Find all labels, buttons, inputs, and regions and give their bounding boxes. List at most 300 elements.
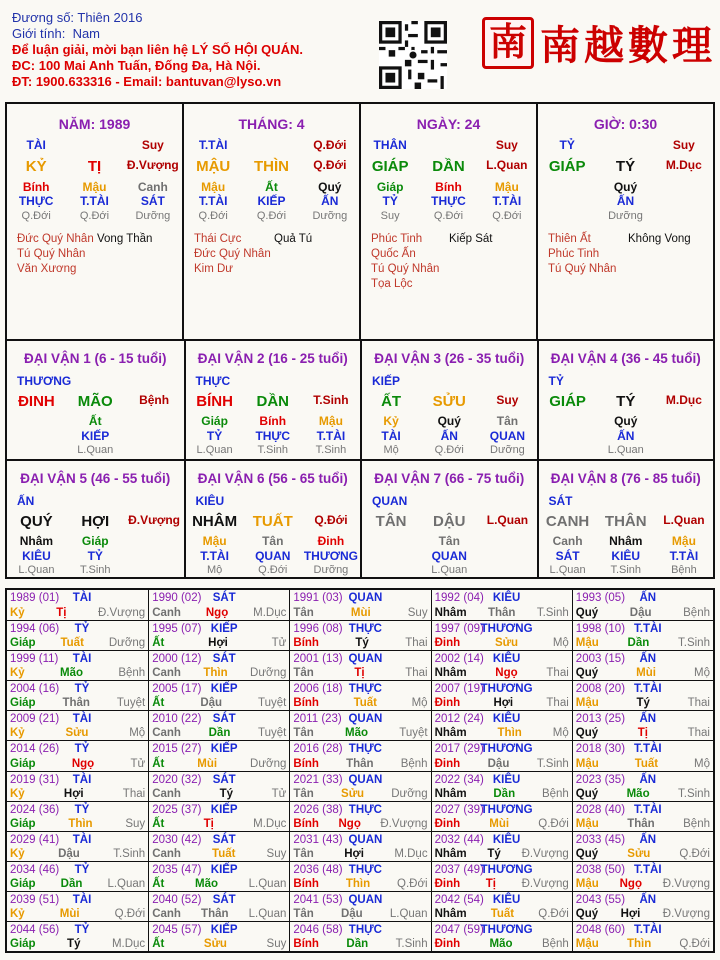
pillar-star: Đức Quý Nhân	[194, 248, 271, 260]
year-label: 2017 (29)	[434, 743, 484, 756]
year-state: Q.Đới	[679, 847, 710, 860]
dai-van-title: ĐẠI VẬN 2 (16 - 25 tuổi)	[197, 351, 348, 366]
pillar-branch: TÝ	[615, 158, 636, 175]
year-stem: Đinh	[434, 697, 461, 710]
year-stem: Quý	[575, 727, 599, 740]
dai-van-state: Suy	[496, 393, 519, 407]
year-god: ẤN	[639, 833, 657, 846]
pillar-hidden-state: Q.Đới	[198, 210, 228, 222]
year-god: ẤN	[639, 713, 657, 726]
year-stem: Canh	[152, 907, 181, 920]
year-branch: Mão	[60, 667, 84, 680]
year-pillar-row	[10, 758, 145, 770]
brand-title: 南越數理	[540, 22, 716, 69]
year-pillar-row	[576, 848, 710, 860]
pillar-hidden-state: Dưỡng	[135, 210, 171, 222]
dai-van-branch: DẦN	[256, 393, 289, 410]
pillar-hidden-state: Q.Đới	[21, 210, 51, 222]
four-pillars-panel	[5, 102, 715, 341]
year-stem: Mậu	[575, 817, 599, 830]
dai-van-hidden-god	[362, 549, 420, 563]
year-branch: Tý	[355, 637, 369, 650]
year-state: M.Dục	[253, 607, 287, 620]
pillar-hidden-state-row	[361, 210, 536, 222]
year-state: Bệnh	[400, 757, 428, 770]
year-god: ẤN	[639, 653, 657, 666]
year-branch: Thìn	[68, 817, 93, 830]
contact-line-1: Để luận giải, mời bạn liên hệ LÝ SỐ HỘI QUÁN.	[12, 42, 303, 57]
contact-line-3[interactable]: ĐT: 1900.633316 - Email: bantuvan@lyso.vn	[12, 74, 282, 89]
year-state: Thai	[687, 697, 710, 710]
dai-van-hidden-stem: Nhâm	[19, 534, 54, 548]
dai-van-hidden-stem: Mậu	[318, 414, 343, 428]
year-branch: Tị	[203, 817, 214, 830]
dai-van-hidden-state: Mộ	[206, 564, 223, 576]
dai-van-hidden-stem	[655, 414, 713, 428]
year-stem: Mậu	[575, 757, 599, 770]
year-cell	[431, 710, 572, 740]
year-cell	[572, 921, 713, 951]
year-god: KIÊU	[492, 653, 521, 666]
year-cell	[289, 801, 430, 831]
year-state: Suy	[266, 847, 287, 860]
year-cell	[289, 620, 430, 650]
dai-van-hidden-stem: Quý	[437, 414, 461, 428]
dai-van-hidden-god	[539, 429, 597, 443]
year-stem: Ất	[152, 938, 165, 950]
pillar-star: Kim Dư	[194, 263, 234, 275]
year-stem: Mậu	[575, 637, 599, 650]
pillar-star: Tú Quý Nhân	[17, 248, 86, 260]
year-branch: Mão	[345, 727, 369, 740]
year-branch: Tị	[56, 607, 67, 620]
year-god: TỶ	[74, 803, 90, 816]
dai-van-god: TỶ	[548, 374, 564, 388]
year-god: QUAN	[348, 773, 383, 786]
year-god: TỶ	[74, 683, 90, 696]
pillar-hidden-state: Q.Đới	[256, 210, 287, 222]
year-god: KIÊU	[492, 592, 521, 604]
dai-van-hidden-stem: Đinh	[317, 534, 345, 548]
year-cell	[289, 861, 430, 891]
pillar-hidden-god: TỶ	[382, 194, 398, 208]
year-stem: Quý	[575, 787, 599, 800]
year-branch: Sửu	[65, 727, 89, 740]
dai-van-hidden-stem	[7, 414, 66, 428]
year-label: 1997 (09)	[434, 623, 484, 636]
year-branch: Sửu	[341, 787, 365, 800]
year-branch: Sửu	[627, 847, 651, 860]
year-god: TÀI	[72, 893, 92, 906]
pillar-hidden-stem: Bính	[22, 180, 50, 194]
pillar-hidden-stem: Ất	[265, 180, 278, 194]
dai-van-branch: MÃO	[77, 393, 113, 410]
dai-van-main-row	[7, 393, 184, 410]
year-stem: Canh	[152, 667, 181, 680]
year-state: T.Sinh	[678, 637, 710, 650]
pillar-hidden-god: ẤN	[321, 194, 339, 208]
dai-van-hidden-state: T.Sinh	[257, 444, 289, 456]
dai-van-hidden-god: ẤN	[617, 429, 635, 443]
dai-van-hidden-state-row	[539, 444, 714, 456]
year-cell	[572, 680, 713, 710]
year-god: TỶ	[74, 743, 90, 756]
year-cell	[148, 891, 289, 921]
year-state: Tuyệt	[258, 697, 287, 710]
year-branch: Thân	[62, 697, 90, 710]
year-pillar-row	[576, 908, 710, 920]
dai-van-hidden-god-row	[539, 429, 714, 443]
dai-van-hidden-god-row	[362, 429, 537, 443]
pillar-star: Thái Cực	[194, 233, 242, 245]
year-cell	[431, 921, 572, 951]
year-stem: Bính	[293, 817, 319, 830]
year-cell	[7, 620, 148, 650]
year-state: Bệnh	[683, 817, 710, 830]
year-label: 2010 (22)	[152, 713, 202, 726]
year-state: Đ.Vượng	[521, 847, 569, 860]
year-cell	[7, 801, 148, 831]
year-god: THƯƠNG	[480, 623, 533, 636]
year-label: 2009 (21)	[10, 713, 60, 726]
pillar-hidden-stem	[655, 180, 713, 194]
pillar-star: Quả Tú	[274, 233, 313, 245]
year-stem: Bính	[293, 877, 319, 890]
year-label: 1989 (01)	[10, 592, 60, 604]
year-state: Q.Đới	[538, 907, 569, 920]
pillar-top-god: T.TÀI	[198, 138, 228, 152]
year-cell	[148, 740, 289, 770]
dai-van-hidden-god: T.TÀI	[200, 549, 229, 563]
dai-van-hidden-state	[478, 564, 536, 576]
pillar-hidden-row	[361, 180, 536, 194]
year-stem: Tân	[293, 787, 314, 800]
dai-van-hidden-state: T.Sinh	[315, 444, 347, 456]
gioi-tinh-label: Giới tính:	[12, 26, 66, 41]
year-label: 2012 (24)	[434, 713, 484, 726]
year-branch: Ngọ	[495, 667, 518, 680]
year-god: ẤN	[639, 773, 657, 786]
year-cell	[431, 861, 572, 891]
year-state: Mộ	[693, 667, 710, 680]
year-god: T.TÀI	[634, 623, 662, 636]
dai-van-hidden-god: QUAN	[489, 429, 526, 443]
year-state: Tuyệt	[399, 727, 428, 740]
dai-van-hidden-god: TÀI	[381, 429, 401, 443]
year-pillar-row	[152, 938, 286, 950]
dai-van-title: ĐẠI VẬN 3 (26 - 35 tuổi)	[374, 351, 525, 366]
year-state: Tuyệt	[116, 697, 146, 710]
year-branch: Tuất	[60, 637, 84, 650]
pillar-top-god: THÂN	[373, 138, 407, 152]
year-pillar-row	[10, 848, 145, 860]
dai-van-stem: ĐINH	[18, 393, 55, 410]
year-label: 2018 (30)	[575, 743, 626, 756]
pillar-stem: GIÁP	[548, 158, 586, 175]
year-pillar-row	[293, 878, 427, 890]
dai-van-hidden-state-row	[186, 564, 361, 576]
pillar-branch-state: Q.Đới	[313, 158, 347, 172]
dai-van-hidden-stem: Bính	[259, 414, 287, 428]
dai-van-cell-5	[7, 459, 184, 577]
year-pillar-row	[576, 667, 710, 679]
year-stem: Tân	[293, 727, 314, 740]
dai-van-cell-4	[537, 341, 714, 459]
year-pillar-row	[435, 637, 569, 649]
year-label: 2034 (46)	[10, 863, 60, 876]
dai-van-hidden-state: L.Quan	[196, 444, 233, 456]
year-label: 1991 (03)	[293, 592, 343, 604]
dai-van-hidden-stem: Nhâm	[609, 534, 643, 548]
dai-van-stem: TÂN	[375, 513, 407, 530]
year-pillar-row	[152, 818, 286, 830]
year-branch: Thìn	[203, 667, 228, 680]
year-pillar-row	[435, 908, 569, 920]
year-cell	[572, 740, 713, 770]
year-god: THỰC	[348, 683, 382, 696]
year-cell	[148, 801, 289, 831]
year-pillar-row	[576, 727, 710, 739]
year-state: L.Quan	[248, 907, 287, 920]
year-cell	[148, 831, 289, 861]
pillar-hidden-god: THỰC	[431, 194, 466, 208]
year-cell	[431, 771, 572, 801]
year-label: 2013 (25)	[575, 713, 626, 726]
year-state: Thai	[546, 667, 569, 680]
dai-van-hidden-stem: Canh	[552, 534, 583, 548]
year-label: 2036 (48)	[293, 863, 343, 876]
year-pillar-row	[293, 637, 427, 649]
year-stem: Nhâm	[434, 607, 467, 620]
year-cell	[148, 590, 289, 620]
dai-van-hidden-state-row	[362, 444, 537, 456]
year-branch: Mùi	[350, 607, 371, 620]
year-cell	[7, 680, 148, 710]
dai-van-cell-3	[360, 341, 537, 459]
dai-van-god: THỰC	[195, 374, 231, 388]
year-cell	[148, 861, 289, 891]
dai-van-hidden-god: QUAN	[431, 549, 467, 563]
year-cell	[431, 680, 572, 710]
pillar-hidden-god: ẤN	[616, 194, 635, 208]
year-label: 1994 (06)	[10, 623, 60, 636]
dai-van-hidden-state: T.Sinh	[79, 564, 111, 576]
year-label: 1998 (10)	[575, 623, 626, 636]
year-state: Mộ	[129, 727, 146, 740]
year-god: THỰC	[348, 863, 382, 876]
year-stem: Tân	[293, 607, 314, 620]
dai-van-hidden-god	[125, 429, 184, 443]
year-label: 2023 (35)	[575, 773, 626, 786]
year-branch: Dần	[346, 938, 369, 950]
year-label: 2031 (43)	[293, 833, 343, 846]
year-cell	[7, 891, 148, 921]
year-pillar-row	[293, 788, 427, 800]
dai-van-hidden-stem: Kỷ	[383, 414, 399, 428]
year-branch: Mão	[489, 938, 513, 950]
dai-van-hidden-god: KIÊU	[611, 549, 641, 563]
year-pillar-row	[10, 697, 145, 709]
year-label: 2047 (59)	[434, 923, 484, 936]
year-cell	[572, 801, 713, 831]
year-pillar-row	[10, 727, 145, 739]
dai-van-title: ĐẠI VẬN 5 (46 - 55 tuổi)	[20, 471, 171, 486]
year-state: T.Sinh	[536, 607, 569, 620]
year-pillar-row	[152, 878, 286, 890]
dai-van-main-row	[186, 513, 361, 530]
year-stem: Kỷ	[10, 847, 25, 860]
dai-van-stem: NHÂM	[192, 513, 238, 530]
pillar-title: NĂM: 1989	[58, 116, 131, 132]
year-stem: Kỷ	[10, 787, 25, 800]
pillar-hidden-god	[538, 194, 596, 208]
year-cell	[572, 590, 713, 620]
year-branch: Dậu	[58, 847, 80, 860]
pillar-main-row	[184, 158, 359, 175]
year-god: SÁT	[212, 653, 236, 666]
year-cell	[431, 831, 572, 861]
year-cell	[572, 831, 713, 861]
year-god: KIẾP	[210, 683, 238, 696]
dai-van-hidden-state: L.Quan	[431, 564, 468, 576]
dai-van-branch: DẬU	[433, 513, 466, 530]
year-state: Đ.Vượng	[97, 607, 146, 620]
year-pillar-row	[576, 818, 710, 830]
year-state: Q.Đới	[679, 938, 710, 950]
year-cell	[7, 831, 148, 861]
pillar-0	[7, 104, 182, 339]
year-label: 2030 (42)	[152, 833, 202, 846]
pillar-hidden-state: Q.Đới	[492, 210, 522, 222]
year-label: 2022 (34)	[434, 773, 484, 786]
pillar-hidden-god	[655, 194, 713, 208]
year-state: M.Dục	[111, 938, 146, 950]
year-stem: Canh	[152, 607, 181, 620]
pillar-main-row	[538, 158, 713, 175]
year-cell	[289, 891, 430, 921]
dai-van-title: ĐẠI VẬN 1 (6 - 15 tuổi)	[23, 351, 167, 366]
pillar-star: Thiên Ất	[548, 233, 591, 245]
pillar-hidden-god: T.TÀI	[198, 194, 228, 208]
dai-van-stem: CANH	[545, 513, 590, 530]
year-branch: Dần	[60, 877, 83, 890]
year-cell	[148, 710, 289, 740]
year-god: ẤN	[639, 893, 657, 906]
pillar-star: Phúc Tinh	[371, 233, 423, 245]
duong-so-line	[12, 10, 303, 26]
year-branch: Tuất	[212, 847, 236, 860]
dai-van-hidden-god: KIÊU	[22, 549, 51, 563]
pillar-hidden-god: T.TÀI	[80, 194, 109, 208]
header-info	[12, 10, 303, 90]
dai-van-branch: SỬU	[432, 393, 466, 410]
year-god: THƯƠNG	[480, 743, 533, 756]
year-pillar-row	[576, 788, 710, 800]
year-state: Suy	[407, 607, 428, 620]
year-state: Bệnh	[118, 667, 146, 680]
dai-van-hidden-stem: Ất	[88, 414, 102, 428]
year-pillar-row	[152, 607, 286, 619]
year-label: 2025 (37)	[152, 803, 202, 816]
dai-van-hidden-god: TỶ	[87, 549, 103, 563]
year-stem: Quý	[575, 907, 599, 920]
year-stem: Giáp	[10, 817, 36, 830]
year-pillar-row	[576, 697, 710, 709]
pillar-star: Quốc Ấn	[371, 248, 416, 260]
year-label: 1990 (02)	[152, 592, 202, 604]
pillar-hidden-stem	[538, 180, 596, 194]
year-cell	[572, 710, 713, 740]
year-pillar-row	[435, 727, 569, 739]
dai-van-title: ĐẠI VẬN 6 (56 - 65 tuổi)	[197, 471, 348, 486]
pillar-star: Phúc Tinh	[548, 248, 600, 260]
year-cell	[148, 680, 289, 710]
year-pillar-row	[293, 697, 427, 709]
year-branch: Thìn	[626, 938, 652, 950]
dai-van-hidden-god	[7, 429, 66, 443]
year-pillar-row	[10, 637, 145, 649]
pillar-top-god: TÀI	[26, 138, 46, 152]
pillar-top-state: Suy	[141, 138, 164, 152]
year-cell	[289, 590, 430, 620]
year-stem: Ất	[152, 757, 165, 770]
dai-van-state: T.Sinh	[313, 393, 349, 407]
dai-van-hidden-god: T.TÀI	[316, 429, 346, 443]
year-branch: Tị	[354, 667, 365, 680]
year-stem: Giáp	[10, 877, 36, 890]
year-label: 2028 (40)	[575, 803, 626, 816]
year-stem: Đinh	[434, 938, 461, 950]
year-state: T.Sinh	[678, 787, 710, 800]
year-pillar-row	[293, 727, 427, 739]
year-state: L.Quan	[248, 877, 287, 890]
dai-van-cell-8	[537, 459, 714, 577]
year-pillar-row	[435, 848, 569, 860]
pillar-hidden-god: THỰC	[18, 194, 54, 208]
year-branch: Hợi	[493, 697, 514, 710]
pillar-top-row	[361, 138, 536, 152]
year-branch: Dậu	[340, 907, 363, 920]
year-cell	[289, 771, 430, 801]
year-branch: Tuất	[353, 697, 377, 710]
year-stem: Mậu	[575, 697, 599, 710]
year-pillar-row	[293, 667, 427, 679]
year-cell	[431, 620, 572, 650]
year-state: Thai	[687, 727, 710, 740]
year-god: KIÊU	[492, 713, 521, 726]
year-cell	[7, 740, 148, 770]
year-state: Q.Đới	[538, 817, 569, 830]
qr-code-icon[interactable]	[379, 21, 447, 89]
pillar-star: Không Vong	[628, 233, 691, 245]
year-label: 2021 (33)	[293, 773, 343, 786]
year-state: Bệnh	[541, 938, 569, 950]
year-god: TÀI	[72, 773, 92, 786]
year-stem: Đinh	[434, 817, 461, 830]
dai-van-cell-1	[7, 341, 184, 459]
dai-van-hidden-god-row	[186, 429, 361, 443]
year-pillar-row	[435, 818, 569, 830]
year-god: QUAN	[348, 592, 383, 604]
dai-van-hidden-row	[362, 534, 537, 548]
contact-line-2: ĐC: 100 Mai Anh Tuấn, Đống Đa, Hà Nội.	[12, 58, 261, 73]
year-label: 2029 (41)	[10, 833, 60, 846]
year-stem: Mậu	[575, 938, 599, 950]
year-god: SÁT	[212, 713, 236, 726]
pillar-star: Kiếp Sát	[449, 233, 493, 245]
year-label: 2035 (47)	[152, 863, 202, 876]
year-god: TÀI	[72, 833, 92, 846]
